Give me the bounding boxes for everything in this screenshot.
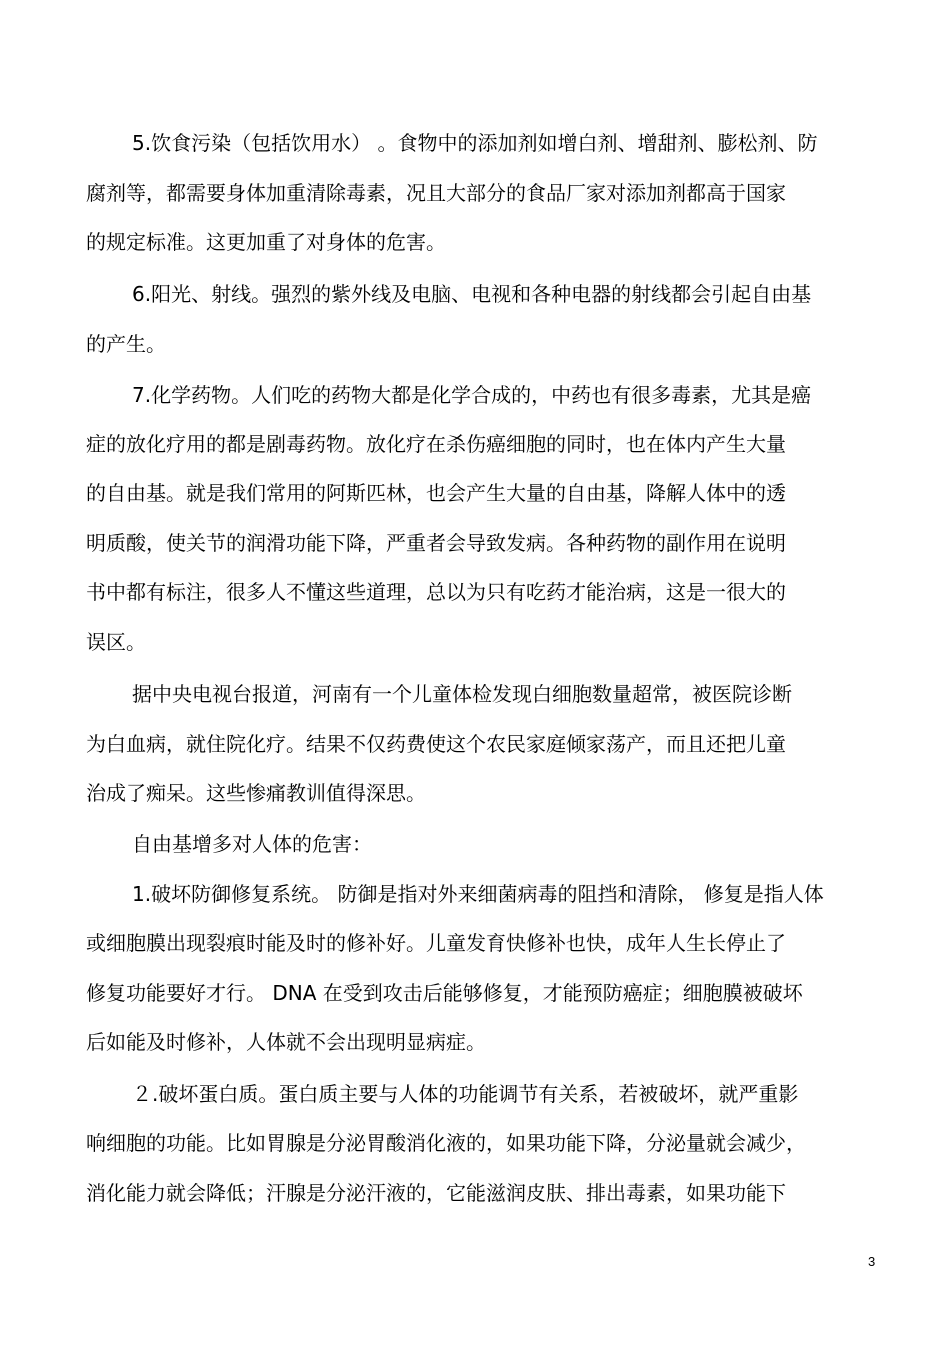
- text-line: 的产生。: [86, 332, 166, 356]
- text-line: 或细胞膜出现裂痕时能及时的修补好。儿童发育快修补也快，成年人生长停止了: [86, 931, 786, 955]
- text-line: 1.破坏防御修复系统。 防御是指对外来细菌病毒的阻挡和清除， 修复是指人体: [132, 882, 824, 906]
- text-line: 后如能及时修补，人体就不会出现明显病症。: [86, 1030, 486, 1054]
- text-line: 治成了痴呆。这些惨痛教训值得深思。: [86, 781, 426, 805]
- text-line: 的规定标准。这更加重了对身体的危害。: [86, 230, 446, 254]
- text-line: ２.破坏蛋白质。蛋白质主要与人体的功能调节有关系，若被破坏，就严重影: [132, 1082, 799, 1106]
- text-line: 响细胞的功能。比如胃腺是分泌胃酸消化液的，如果功能下降，分泌量就会减少，: [86, 1131, 806, 1155]
- text-line: 自由基增多对人体的危害：: [132, 832, 372, 856]
- text-line: 的自由基。就是我们常用的阿斯匹林，也会产生大量的自由基，降解人体中的透: [86, 481, 786, 505]
- text-line: 据中央电视台报道，河南有一个儿童体检发现白细胞数量超常，被医院诊断: [132, 682, 792, 706]
- text-line: 书中都有标注，很多人不懂这些道理，总以为只有吃药才能治病，这是一很大的: [86, 580, 786, 604]
- text-line: 症的放化疗用的都是剧毒药物。放化疗在杀伤癌细胞的同时，也在体内产生大量: [86, 432, 786, 456]
- text-line: 6.阳光、射线。强烈的紫外线及电脑、电视和各种电器的射线都会引起自由基: [132, 282, 812, 306]
- text-line: 腐剂等，都需要身体加重清除毒素，况且大部分的食品厂家对添加剂都高于国家: [86, 181, 786, 205]
- text-line: 7.化学药物。人们吃的药物大都是化学合成的，中药也有很多毒素，尤其是癌: [132, 383, 812, 407]
- text-line: 消化能力就会降低；汗腺是分泌汗液的，它能滋润皮肤、排出毒素，如果功能下: [86, 1181, 786, 1205]
- text-line: 误区。: [86, 630, 146, 654]
- text-line: 修复功能要好才行。 DNA 在受到攻击后能够修复，才能预防癌症；细胞膜被破坏: [86, 981, 803, 1005]
- page-number: 3: [868, 1254, 876, 1269]
- text-line: 5.饮食污染（包括饮用水） 。食物中的添加剂如增白剂、增甜剂、膨松剂、防: [132, 131, 818, 155]
- text-line: 为白血病，就住院化疗。结果不仅药费使这个农民家庭倾家荡产，而且还把儿童: [86, 732, 786, 756]
- text-line: 明质酸，使关节的润滑功能下降，严重者会导致发病。各种药物的副作用在说明: [86, 531, 786, 555]
